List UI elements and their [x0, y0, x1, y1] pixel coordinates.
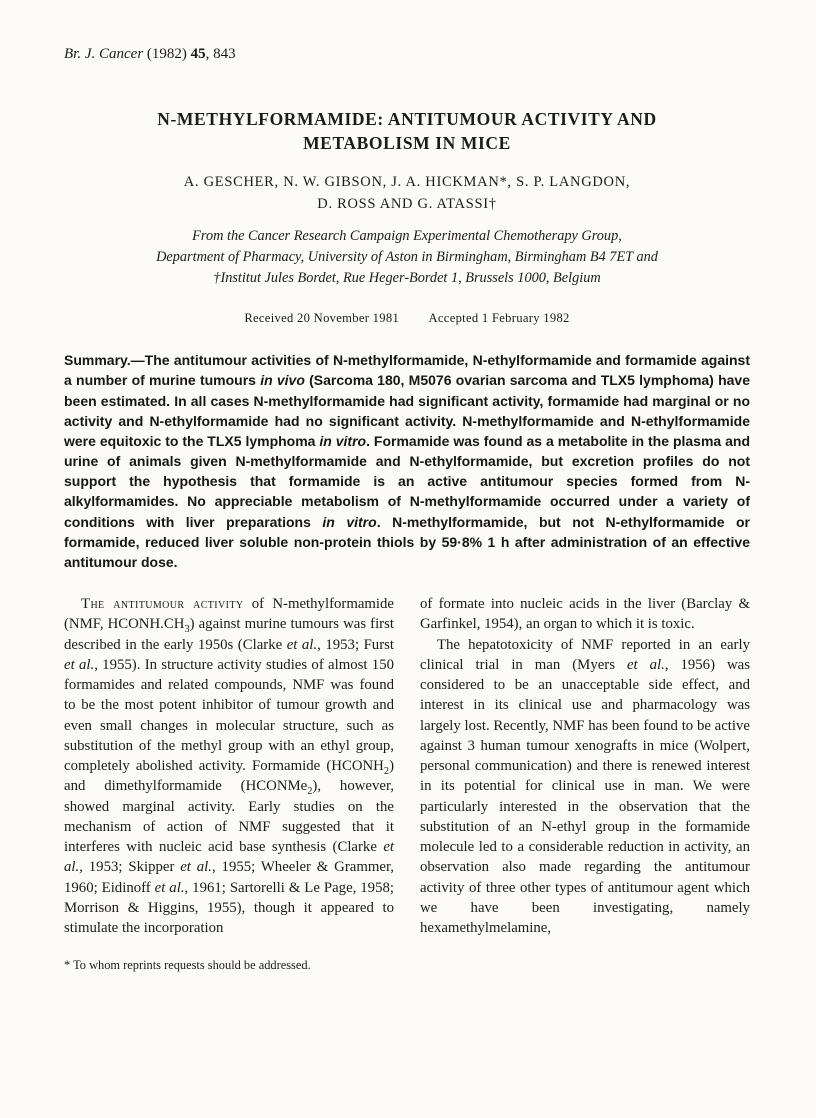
paper-title-line1: N-METHYLFORMAMIDE: ANTITUMOUR ACTIVITY AND	[157, 109, 657, 129]
paper-title-line2: METABOLISM IN MICE	[303, 133, 511, 154]
body-paragraph: of formate into nucleic acids in the liver (Barclay & Garfinkel, 1954), an organ to which it is toxic.	[420, 595, 750, 633]
journal-year: (1982)	[146, 46, 187, 62]
received-date: Received 20 November 1981	[244, 311, 400, 326]
affiliation-line2: Department of Pharmacy, University of Aston in Birmingham, Birmingham B4 7ET and	[156, 248, 658, 265]
reprints-footnote: * To whom reprints requests should be addressed.	[64, 958, 311, 973]
body-paragraph: The antitumour activity of N-methylformamide (NMF, $HCONH.CH_3$) against murine tumours was first described in the early 1950s (Clarke et al., 1953; Furst et al., 1955). In structure activity studies of almost 150 formamides and related compounds, NMF was found to be the most potent inhibitor of tumour growth and even small changes in molecular structure, such as substitution of the methyl group with an ethyl group, completely abolished activity. Formamide $(HCONH_2)$ and dimethylformamide (HCONMe$_2$), however, showed marginal activity. Early studies on the mechanism of action of NMF suggested that it interferes with nucleic acid base synthesis (Clarke et al., 1953; Skipper et al., 1955; Wheeler & Grammer, 1960; Eidinoff et al., 1961; Sartorelli & Le Page, 1958; Morrison & Higgins, 1955), though it appeared to stimulate the incorporation	[64, 595, 394, 937]
journal-header	[64, 46, 750, 63]
affiliation-line1: From the Cancer Research Campaign Experimental Chemotherapy Group,	[192, 227, 622, 244]
received-accepted-line	[64, 311, 750, 326]
affiliation	[64, 226, 750, 289]
affiliation-line3: †Institut Jules Bordet, Rue Heger-Bordet 1, Brussels 1000, Belgium	[213, 270, 601, 287]
body-paragraph: The hepatotoxicity of NMF reported in an early clinical trial in man (Myers et al., 1956) was considered to be an unacceptable side effect, and interest in its clinical use and pharmacology was largely lost. Recently, NMF has been found to be active against 3 human tumour xenografts in mice (Wolpert, personal communication) and there is renewed interest in its potential for clinical use in man. We were particularly interested in the observation that the substitution of an N-ethyl group in the formamide molecule led to a considerable reduction in activity, an observation also made regarding the antitumour activity of three other types of antitumour agent which we have been investigating, namely hexamethylmelamine,	[420, 636, 750, 937]
journal-volume: 45	[190, 46, 206, 62]
authors-line2: D. ROSS AND G. ATASSI†	[317, 196, 497, 213]
journal-page-number: , 843	[205, 46, 236, 62]
right-column	[420, 594, 750, 939]
summary-paragraph: Summary.—The antitumour activities of N-methylformamide, N-ethylformamide and formamide against a number of murine tumours in vivo (Sarcoma 180, M5076 ovarian sarcoma and TLX5 lymphoma) have been estimated. In all cases N-methylformamide had significant activity, formamide had marginal or no activity and N-ethylformamide had no significant activity. N-methylformamide and N-ethylformamide were equitoxic to the TLX5 lymphoma in vitro. Formamide was found as a metabolite in the plasma and urine of animals given N-methylformamide and N-ethylformamide, but excretion profiles do not support the hypothesis that formamide is an active antitumour species formed from N-alkylformamides. No appreciable metabolism of N-methylformamide occurred under a variety of conditions with liver preparations in vitro. N-methylformamide, but not N-ethylformamide or formamide, reduced liver soluble non-protein thiols by 59·8% 1 h after administration of an effective antitumour dose.	[64, 352, 751, 570]
left-column	[64, 594, 394, 939]
accepted-date: Accepted 1 February 1982	[428, 311, 570, 326]
journal-name: Br. J. Cancer	[64, 46, 144, 62]
article-body	[64, 594, 750, 939]
paper-title	[64, 107, 750, 155]
authors-line	[64, 172, 750, 216]
authors-line1: A. GESCHER, N. W. GIBSON, J. A. HICKMAN*, S. P. LANGDON,	[183, 174, 631, 191]
